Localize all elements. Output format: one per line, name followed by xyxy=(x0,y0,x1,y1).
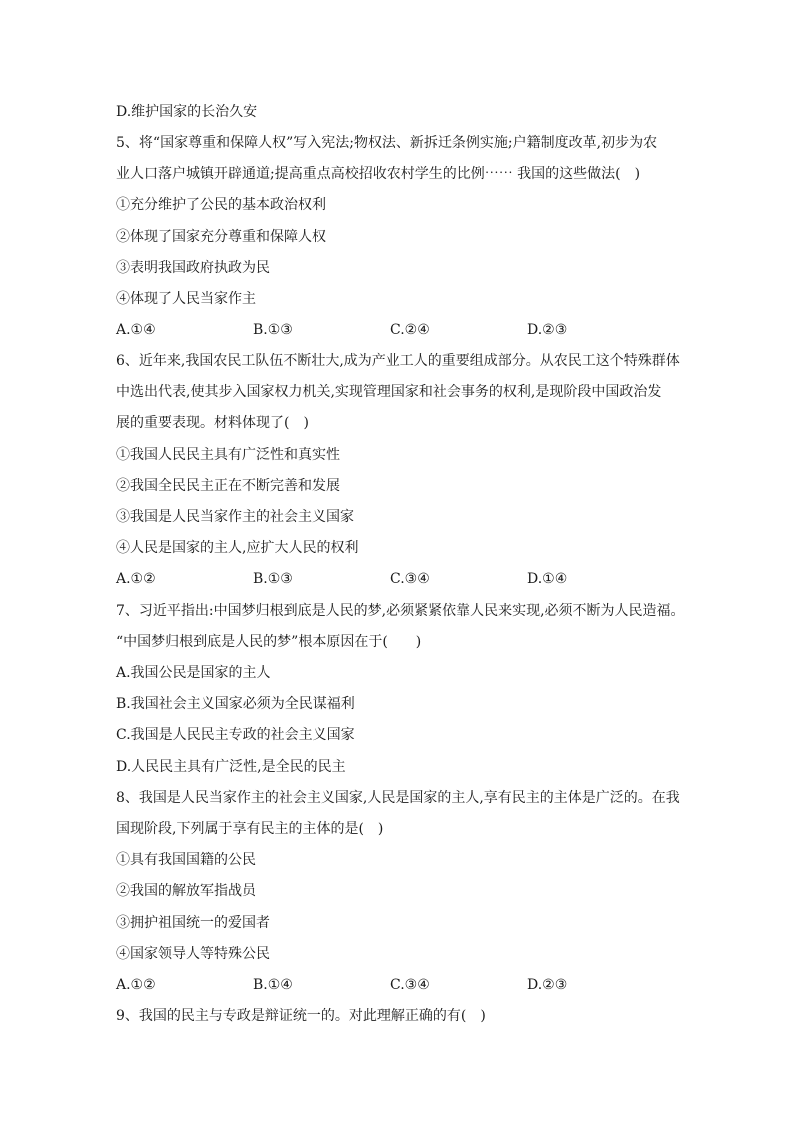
q5-stem-line-2: 业人口落户城镇开辟通道;提高重点高校招收农村学生的比例⋯⋯ 我国的这些做法( ) xyxy=(116,166,641,182)
q6-item-1: ①我国人民民主具有广泛性和真实性 xyxy=(116,447,340,463)
q7-option-a: A.我国公民是国家的主人 xyxy=(116,665,271,681)
q7-option-b: B.我国社会主义国家必须为全民谋福利 xyxy=(116,696,355,712)
q8-options xyxy=(116,975,676,995)
q8-stem-line-1: 8、我国是人民当家作主的社会主义国家,人民是国家的主人,享有民主的主体是广泛的。在我 xyxy=(116,790,680,806)
q5-item-2: ②体现了国家充分尊重和保障人权 xyxy=(116,229,326,245)
q7-stem-line-2: “中国梦归根到底是人民的梦”根本原因在于( ) xyxy=(116,634,422,650)
q5-option-d: D.②③ xyxy=(527,322,568,338)
q5-options xyxy=(116,320,676,340)
q7-option-d: D.人民民主具有广泛性,是全民的民主 xyxy=(116,759,346,775)
q8-item-1: ①具有我国国籍的公民 xyxy=(116,852,256,868)
q8-item-2: ②我国的解放军指战员 xyxy=(116,883,256,899)
q8-option-d: D.②③ xyxy=(527,977,568,993)
q6-option-a: A.①② xyxy=(116,571,156,587)
q5-option-c: C.②④ xyxy=(390,322,430,338)
q6-stem-line-3: 展的重要表现。材料体现了( ) xyxy=(116,415,309,431)
q6-option-c: C.③④ xyxy=(390,571,430,587)
q8-option-c: C.③④ xyxy=(390,977,430,993)
q6-option-b: B.①③ xyxy=(253,571,293,587)
q9-stem-line-1: 9、我国的民主与专政是辩证统一的。对此理解正确的有( ) xyxy=(116,1008,486,1024)
q7-stem-line-1: 7、习近平指出:中国梦归根到底是人民的梦,必须紧紧依靠人民来实现,必须不断为人民造福。 xyxy=(116,603,685,619)
q6-stem-line-2: 中选出代表,使其步入国家权力机关,实现管理国家和社会事务的权利,是现阶段中国政治发 xyxy=(116,384,662,400)
prev-option-d: D.维护国家的长治久安 xyxy=(116,104,258,120)
q8-item-3: ③拥护祖国统一的爱国者 xyxy=(116,915,270,931)
q6-item-3: ③我国是人民当家作主的社会主义国家 xyxy=(116,509,354,525)
q5-option-b: B.①③ xyxy=(253,322,293,338)
q8-stem-line-2: 国现阶段,下列属于享有民主的主体的是( ) xyxy=(116,821,384,837)
q6-options xyxy=(116,569,676,589)
q8-item-4: ④国家领导人等特殊公民 xyxy=(116,946,270,962)
q8-option-b: B.①④ xyxy=(253,977,293,993)
q6-item-2: ②我国全民民主正在不断完善和发展 xyxy=(116,478,340,494)
q5-item-3: ③表明我国政府执政为民 xyxy=(116,260,270,276)
q6-option-d: D.①④ xyxy=(527,571,568,587)
q5-option-a: A.①④ xyxy=(116,322,156,338)
q8-option-a: A.①② xyxy=(116,977,156,993)
q7-option-c: C.我国是人民民主专政的社会主义国家 xyxy=(116,727,355,743)
q6-item-4: ④人民是国家的主人,应扩大人民的权利 xyxy=(116,540,359,556)
q5-item-4: ④体现了人民当家作主 xyxy=(116,291,256,307)
q6-stem-line-1: 6、近年来,我国农民工队伍不断壮大,成为产业工人的重要组成部分。从农民工这个特殊群体 xyxy=(116,353,680,369)
q5-stem-line-1: 5、将“国家尊重和保障人权”写入宪法;物权法、新拆迁条例实施;户籍制度改革,初步为农 xyxy=(116,135,658,151)
q5-item-1: ①充分维护了公民的基本政治权利 xyxy=(116,197,326,213)
